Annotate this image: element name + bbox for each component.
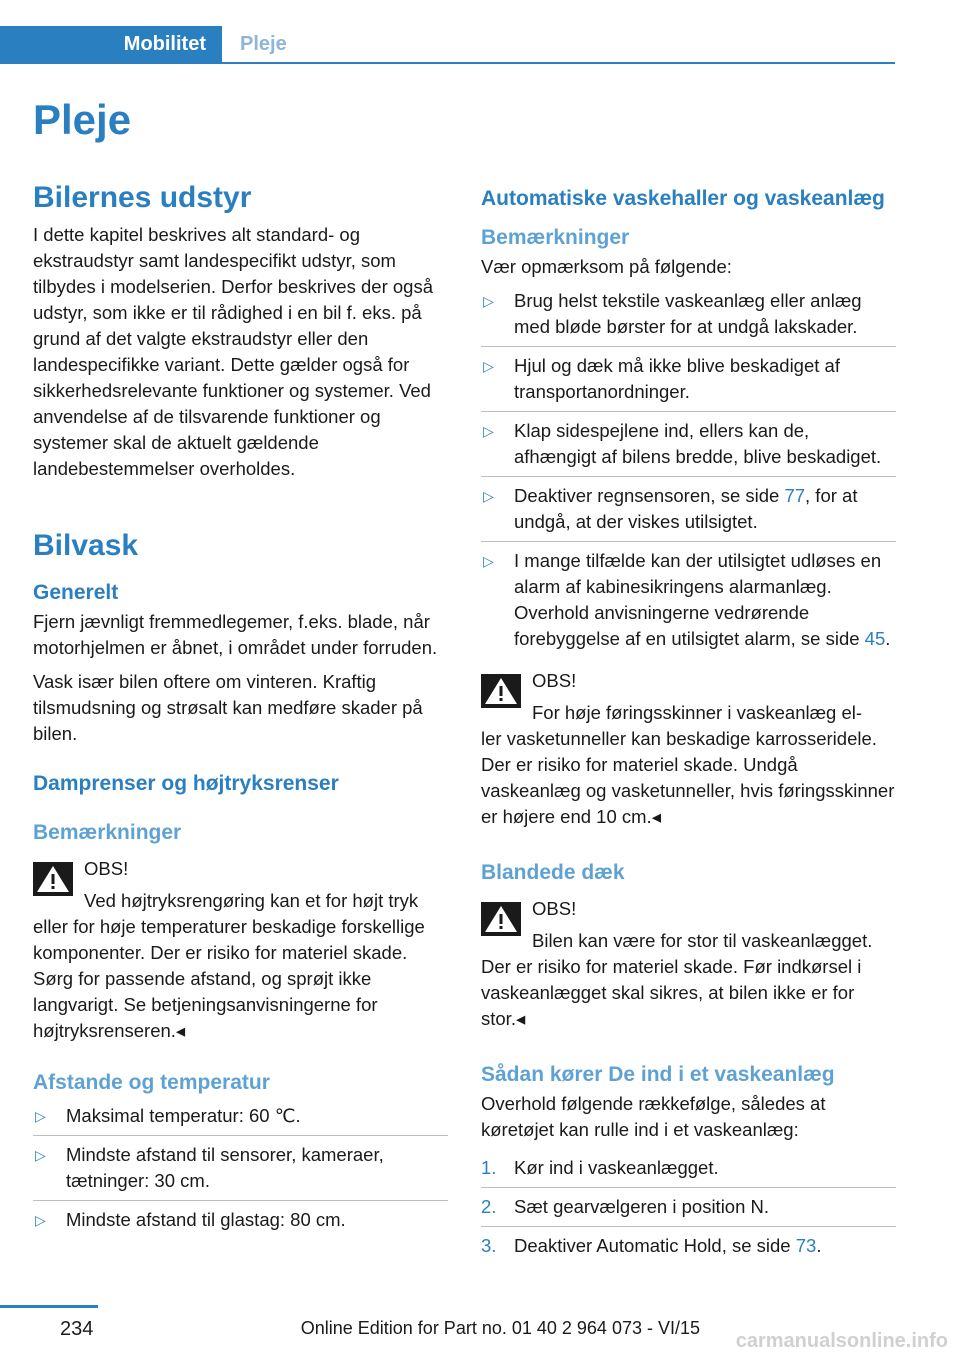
page-link-73[interactable]: 73 xyxy=(795,1234,817,1256)
step-number: 3. xyxy=(481,1234,497,1256)
heading-bemaerkninger-left: Bemærkninger xyxy=(33,821,182,845)
paragraph-intro: Vær opmærksom på følgende: xyxy=(481,256,732,278)
list-item: ▷ Hjul og dæk må ikke blive beskadiget af transportanordninger. xyxy=(481,353,896,412)
step-number: 1. xyxy=(481,1156,497,1178)
chapter-tabbar xyxy=(0,26,895,64)
page-link-45[interactable]: 45 xyxy=(864,628,886,650)
warning-body: eller for høje temperaturer beskadige forskellige komponenter. Der er risiko for materiel skade. Sørg for passende afstand, og sprøjt ikke langvarigt. Se betjeningsanvisningerne for højtryksrenseren.◂ xyxy=(33,915,425,1041)
right-column xyxy=(481,180,896,1271)
triangle-bullet-icon: ▷ xyxy=(35,1146,46,1163)
left-column xyxy=(33,180,448,1245)
heading-saadan-koerer-de: Sådan kører De ind i et vaskeanlæg xyxy=(481,1062,835,1086)
warning-title: OBS! xyxy=(532,670,577,692)
triangle-bullet-icon: ▷ xyxy=(483,358,494,375)
heading-afstande: Afstande og temperatur xyxy=(33,1070,270,1094)
footer-edition: Online Edition for Part no. 01 40 2 964 073 - VI/15 xyxy=(300,1318,700,1338)
list-item: ▷ Mindste afstand til sensorer, kameraer, tætninger: 30 cm. xyxy=(33,1142,448,1201)
triangle-bullet-icon: ▷ xyxy=(483,488,494,505)
footer-accent-line xyxy=(0,1305,98,1308)
heading-bilvask: Bilvask xyxy=(33,529,139,562)
triangle-bullet-icon: ▷ xyxy=(35,1107,46,1124)
warning-title: OBS! xyxy=(84,857,129,879)
warning-lead: For høje føringsskinner i vaskeanlæg el- xyxy=(532,702,863,724)
warning-box-blandede-daek xyxy=(481,896,896,1032)
warning-body: ler vasketunneller kan beskadige karrosseridele. Der er risiko for materiel skade. Undgå vaskeanlæg og vasketunneller, hvis føringsskinner er højere end 10 cm.◂ xyxy=(481,728,895,828)
paragraph-generelt-1: Fjern jævnligt fremmedlegemer, f.eks. blade, når motorhjelmen er åbnet, i området under forruden. xyxy=(33,611,438,659)
warning-triangle-icon xyxy=(481,674,521,708)
list-item: 2. Sæt gearvælgeren i position N. xyxy=(481,1194,896,1227)
afstande-list xyxy=(33,1103,448,1239)
paragraph-saadan: Overhold følgende rækkefølge, således at køretøjet kan rulle ind i et vaskeanlæg: xyxy=(481,1092,826,1140)
page-link-77[interactable]: 77 xyxy=(784,485,806,507)
warning-box-foeringsskinner xyxy=(481,668,896,830)
watermark: carmanualsonline.info xyxy=(735,1330,948,1352)
vaskeanlaeg-list xyxy=(481,288,896,658)
list-item: ▷ Deaktiver regnsensoren, se side 77, for at undgå, at der viskes utilsigtet. xyxy=(481,483,896,542)
tab-pleje[interactable]: Pleje xyxy=(240,32,287,55)
page-title: Pleje xyxy=(33,96,132,143)
warning-body: Der er risiko for materiel skade. Før indkørsel i vaskeanlægget skal sikres, at bilen ikke er for stor.◂ xyxy=(481,955,862,1029)
heading-blandede-daek: Blandede dæk xyxy=(481,861,625,885)
list-item: ▷ Maksimal temperatur: 60 ℃. xyxy=(33,1103,448,1136)
triangle-bullet-icon: ▷ xyxy=(483,293,494,310)
warning-triangle-icon xyxy=(481,902,521,936)
list-item: ▷ Klap sidespejlene ind, ellers kan de, afhængigt af bilens bredde, blive beskadiget. xyxy=(481,418,896,477)
triangle-bullet-icon: ▷ xyxy=(35,1211,46,1228)
warning-box-hojtryk xyxy=(33,856,448,1044)
list-item: 1. Kør ind i vaskeanlægget. xyxy=(481,1155,896,1188)
warning-lead: Bilen kan være for stor til vaskeanlægget. xyxy=(532,929,873,951)
paragraph-udstyr: I dette kapitel beskrives alt standard- og ekstraudstyr samt landespecifikt udstyr, som tilbydes i modelserien. Derfor beskrives der også udstyr, som ikke er til rådighed i en bil f. eks. på grund af det valgte ekstraudstyr eller den landespecifikke variant. Dette gælder også for sikkerhedsrelevante funktioner og systemer. Ved anvendelse af de tilsvarende funktioner og systemer skal de aktuelt gældende landebestemmelser overholdes. xyxy=(33,224,433,479)
list-item: ▷ Mindste afstand til glastag: 80 cm. xyxy=(33,1207,448,1239)
step-number: 2. xyxy=(481,1195,497,1217)
tab-mobilitet[interactable]: Mobilitet xyxy=(0,26,222,62)
list-item: 3. Deaktiver Automatic Hold, se side 73. xyxy=(481,1233,896,1265)
list-item: ▷ Brug helst tekstile vaskeanlæg eller anlæg med bløde børster for at undgå lakskader. xyxy=(481,288,896,347)
list-item: ▷ I mange tilfælde kan der utilsigtet udløses en alarm af kabinesikringens alarmanlæg. Overhold anvisningerne vedrørende forebyggelse af en utilsigtet alarm, se side 45. xyxy=(483,550,891,650)
warning-title: OBS! xyxy=(532,897,577,919)
triangle-bullet-icon: ▷ xyxy=(483,423,494,440)
heading-automatiske-vaskehaller: Automatiske vaskehaller og vaskeanlæg xyxy=(481,187,885,210)
heading-generelt: Generelt xyxy=(33,581,119,604)
heading-bilernes-udstyr: Bilernes udstyr xyxy=(33,181,252,214)
warning-lead: Ved højtryksrengøring kan et for højt tryk xyxy=(84,889,419,911)
steps-list xyxy=(481,1155,896,1265)
heading-bemaerkninger-right: Bemærkninger xyxy=(481,226,630,250)
heading-damprenser: Damprenser og højtryksrenser xyxy=(33,772,339,796)
triangle-bullet-icon: ▷ xyxy=(483,553,494,570)
paragraph-generelt-2: Vask især bilen oftere om vinteren. Kraftig tilsmudsning og strøsalt kan medføre skader på bilen. xyxy=(33,671,423,745)
page-number: 234 xyxy=(60,1318,94,1340)
warning-triangle-icon xyxy=(33,862,73,896)
